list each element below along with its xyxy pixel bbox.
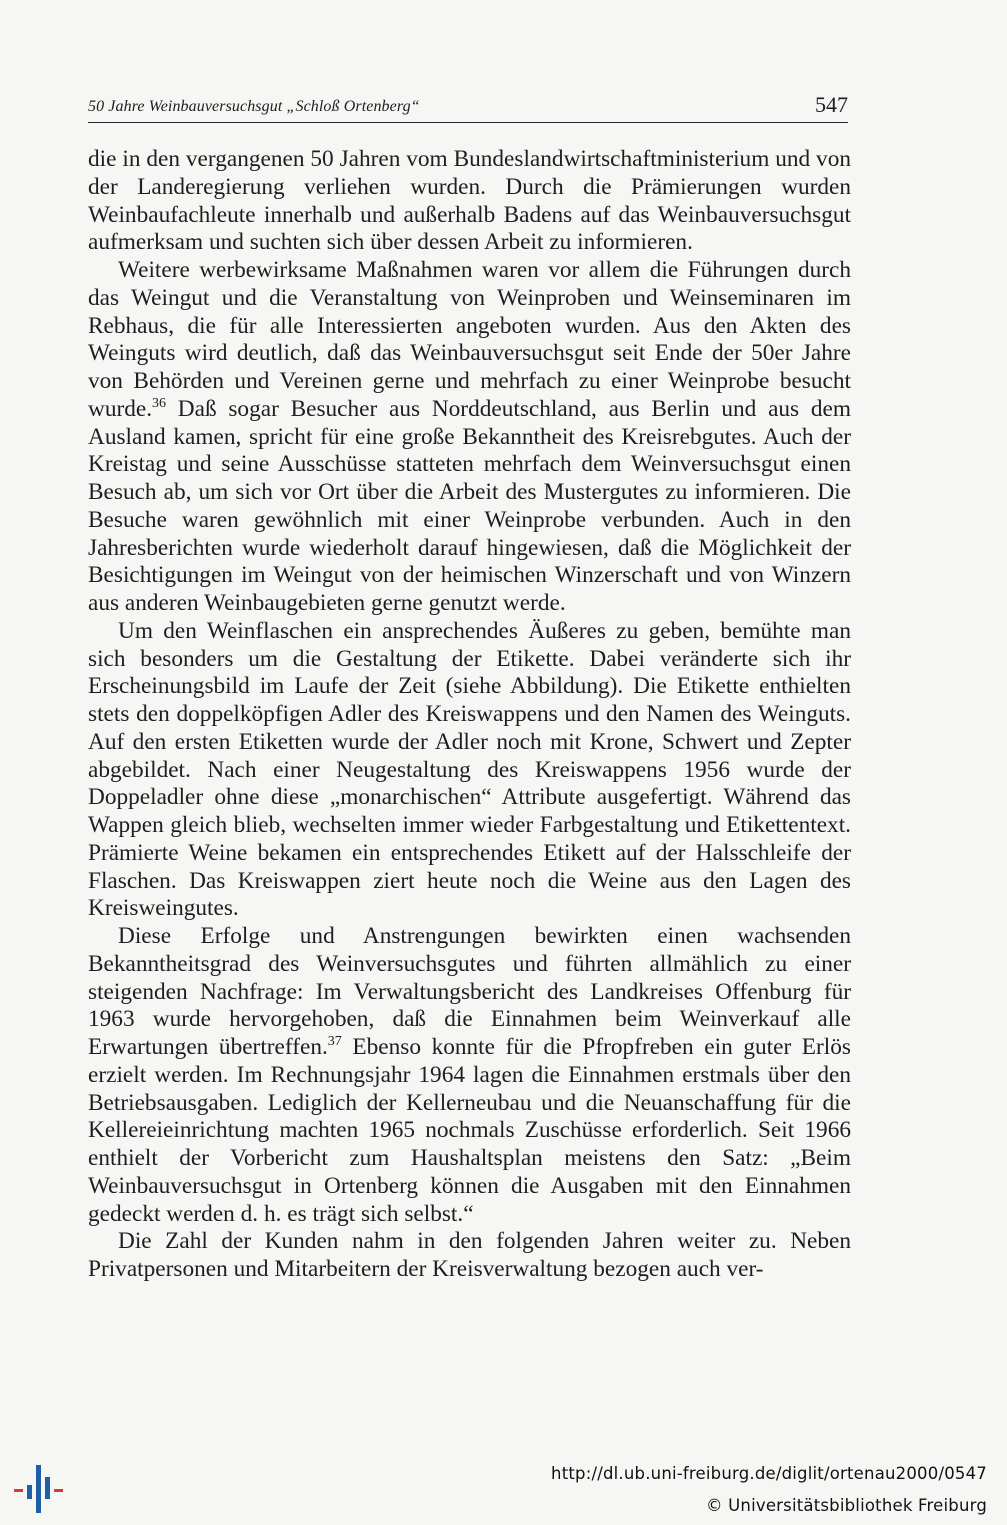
paragraph-text: Weitere werbewirksame Maßnahmen waren vor allem die Führungen durch das Weingut und die Veranstaltung von Weinproben und Weinseminaren im Rebhaus, die für alle Interessierten angeboten wurden. Aus den Akten des Weinguts wird deutlich, daß das Weinbauversuchsgut seit Ende der 50er Jahre von Behörden und Vereinen gerne und mehrfach zu einer Weinprobe besucht wurde. <box>88 257 851 422</box>
ub-freiburg-logo-icon <box>12 1463 64 1515</box>
body-text <box>88 146 851 1284</box>
footnote-ref: 37 <box>327 1034 342 1049</box>
paragraph-text: Um den Weinflaschen ein ansprechendes Äußeres zu geben, bemühte man sich besonders um die Gestaltung der Etikette. Dabei veränderte sich ihr Erscheinungsbild im Laufe der Zeit (siehe Abbildung). Die Etikette enthielten stets den doppelköpfigen Adler des Kreiswappens und den Namen des Weinguts. Auf den ersten Etiketten wurde der Adler noch mit Krone, Schwert und Zepter abgebildet. Nach einer Neugestaltung des Kreiswappens 1956 wurde der Doppeladler ohne diese „monarchischen“ Attribute ausgefertigt. Während das Wappen gleich blieb, wechselten immer wieder Farbgestaltung und Etikettentext. Prämierte Weine bekamen ein entsprechendes Etikett auf der Halsschleife der Flaschen. Das Kreiswappen ziert heute noch die Weine aus den Lagen des Kreisweingutes. <box>88 617 851 922</box>
paragraph <box>88 1228 851 1284</box>
copyright-notice: © Universitätsbibliothek Freiburg <box>705 1496 987 1515</box>
running-title: 50 Jahre Weinbauversuchsgut „Schloß Ortenberg“ <box>88 98 420 115</box>
footnote-ref: 36 <box>152 395 167 411</box>
page-footer <box>0 1440 1007 1525</box>
paragraph-text: Die Zahl der Kunden nahm in den folgenden Jahren weiter zu. Neben Privatpersonen und Mitarbeitern der Kreisverwaltung bezogen auch ver- <box>88 1228 851 1282</box>
paragraph <box>88 618 851 923</box>
running-header <box>88 92 848 123</box>
paragraph-text: Diese Erfolge und Anstrengungen bewirkten einen wachsenden Bekanntheitsgrad des Weinversuchsgutes und führten allmählich zu einer steigenden Nachfrage: Im Verwaltungsbericht des Landkreises Offenburg für 1963 wurde hervorgehoben, daß die Einnahmen beim Weinverkauf alle Erwartungen übertreffen. <box>88 923 851 1060</box>
paragraph <box>88 923 851 1228</box>
source-url[interactable]: http://dl.ub.uni-freiburg.de/diglit/ortenau2000/0547 <box>551 1464 987 1483</box>
paragraph-text: Daß sogar Besucher aus Norddeutschland, aus Berlin und aus dem Ausland kamen, spricht für eine große Bekanntheit des Kreisrebgutes. Auch der Kreistag und seine Ausschüsse statteten mehrfach dem Weinversuchsgut einen Besuch ab, um sich vor Ort über die Arbeit des Mustergutes zu informieren. Die Besuche waren gewöhnlich mit einer Weinprobe verbunden. Auch in den Jahresberichten wurde wiederholt darauf hingewiesen, daß die Möglichkeit der Besichtigungen im Weingut von der heimischen Winzerschaft und von Winzern aus anderen Weinbaugebieten gerne genutzt werde. <box>88 395 851 616</box>
paragraph <box>88 257 851 618</box>
page-number: 547 <box>815 92 848 117</box>
paragraph-text: die in den vergangenen 50 Jahren vom Bundeslandwirtschaftministerium und von der Landeregierung verliehen wurden. Durch die Prämierungen wurden Weinbaufachleute innerhalb und außerhalb Badens auf das Weinbauversuchsgut aufmerksam und suchten sich über dessen Arbeit zu informieren. <box>88 146 851 256</box>
paragraph <box>88 146 851 257</box>
paragraph-text: Ebenso konnte für die Pfropfreben ein guter Erlös erzielt werden. Im Rechnungsjahr 1964 lagen die Einnahmen erstmals über den Betriebsausgaben. Lediglich der Kellerneubau und die Neuanschaffung für die Kellereieinrichtung machten 1965 nochmals Zuschüsse erforderlich. Seit 1966 enthielt der Vorbericht zum Haushaltsplan meistens den Satz: „Beim Weinbauversuchsgut in Ortenberg können die Ausgaben mit den Einnahmen gedeckt werden d. h. es trägt sich selbst.“ <box>88 1034 851 1227</box>
